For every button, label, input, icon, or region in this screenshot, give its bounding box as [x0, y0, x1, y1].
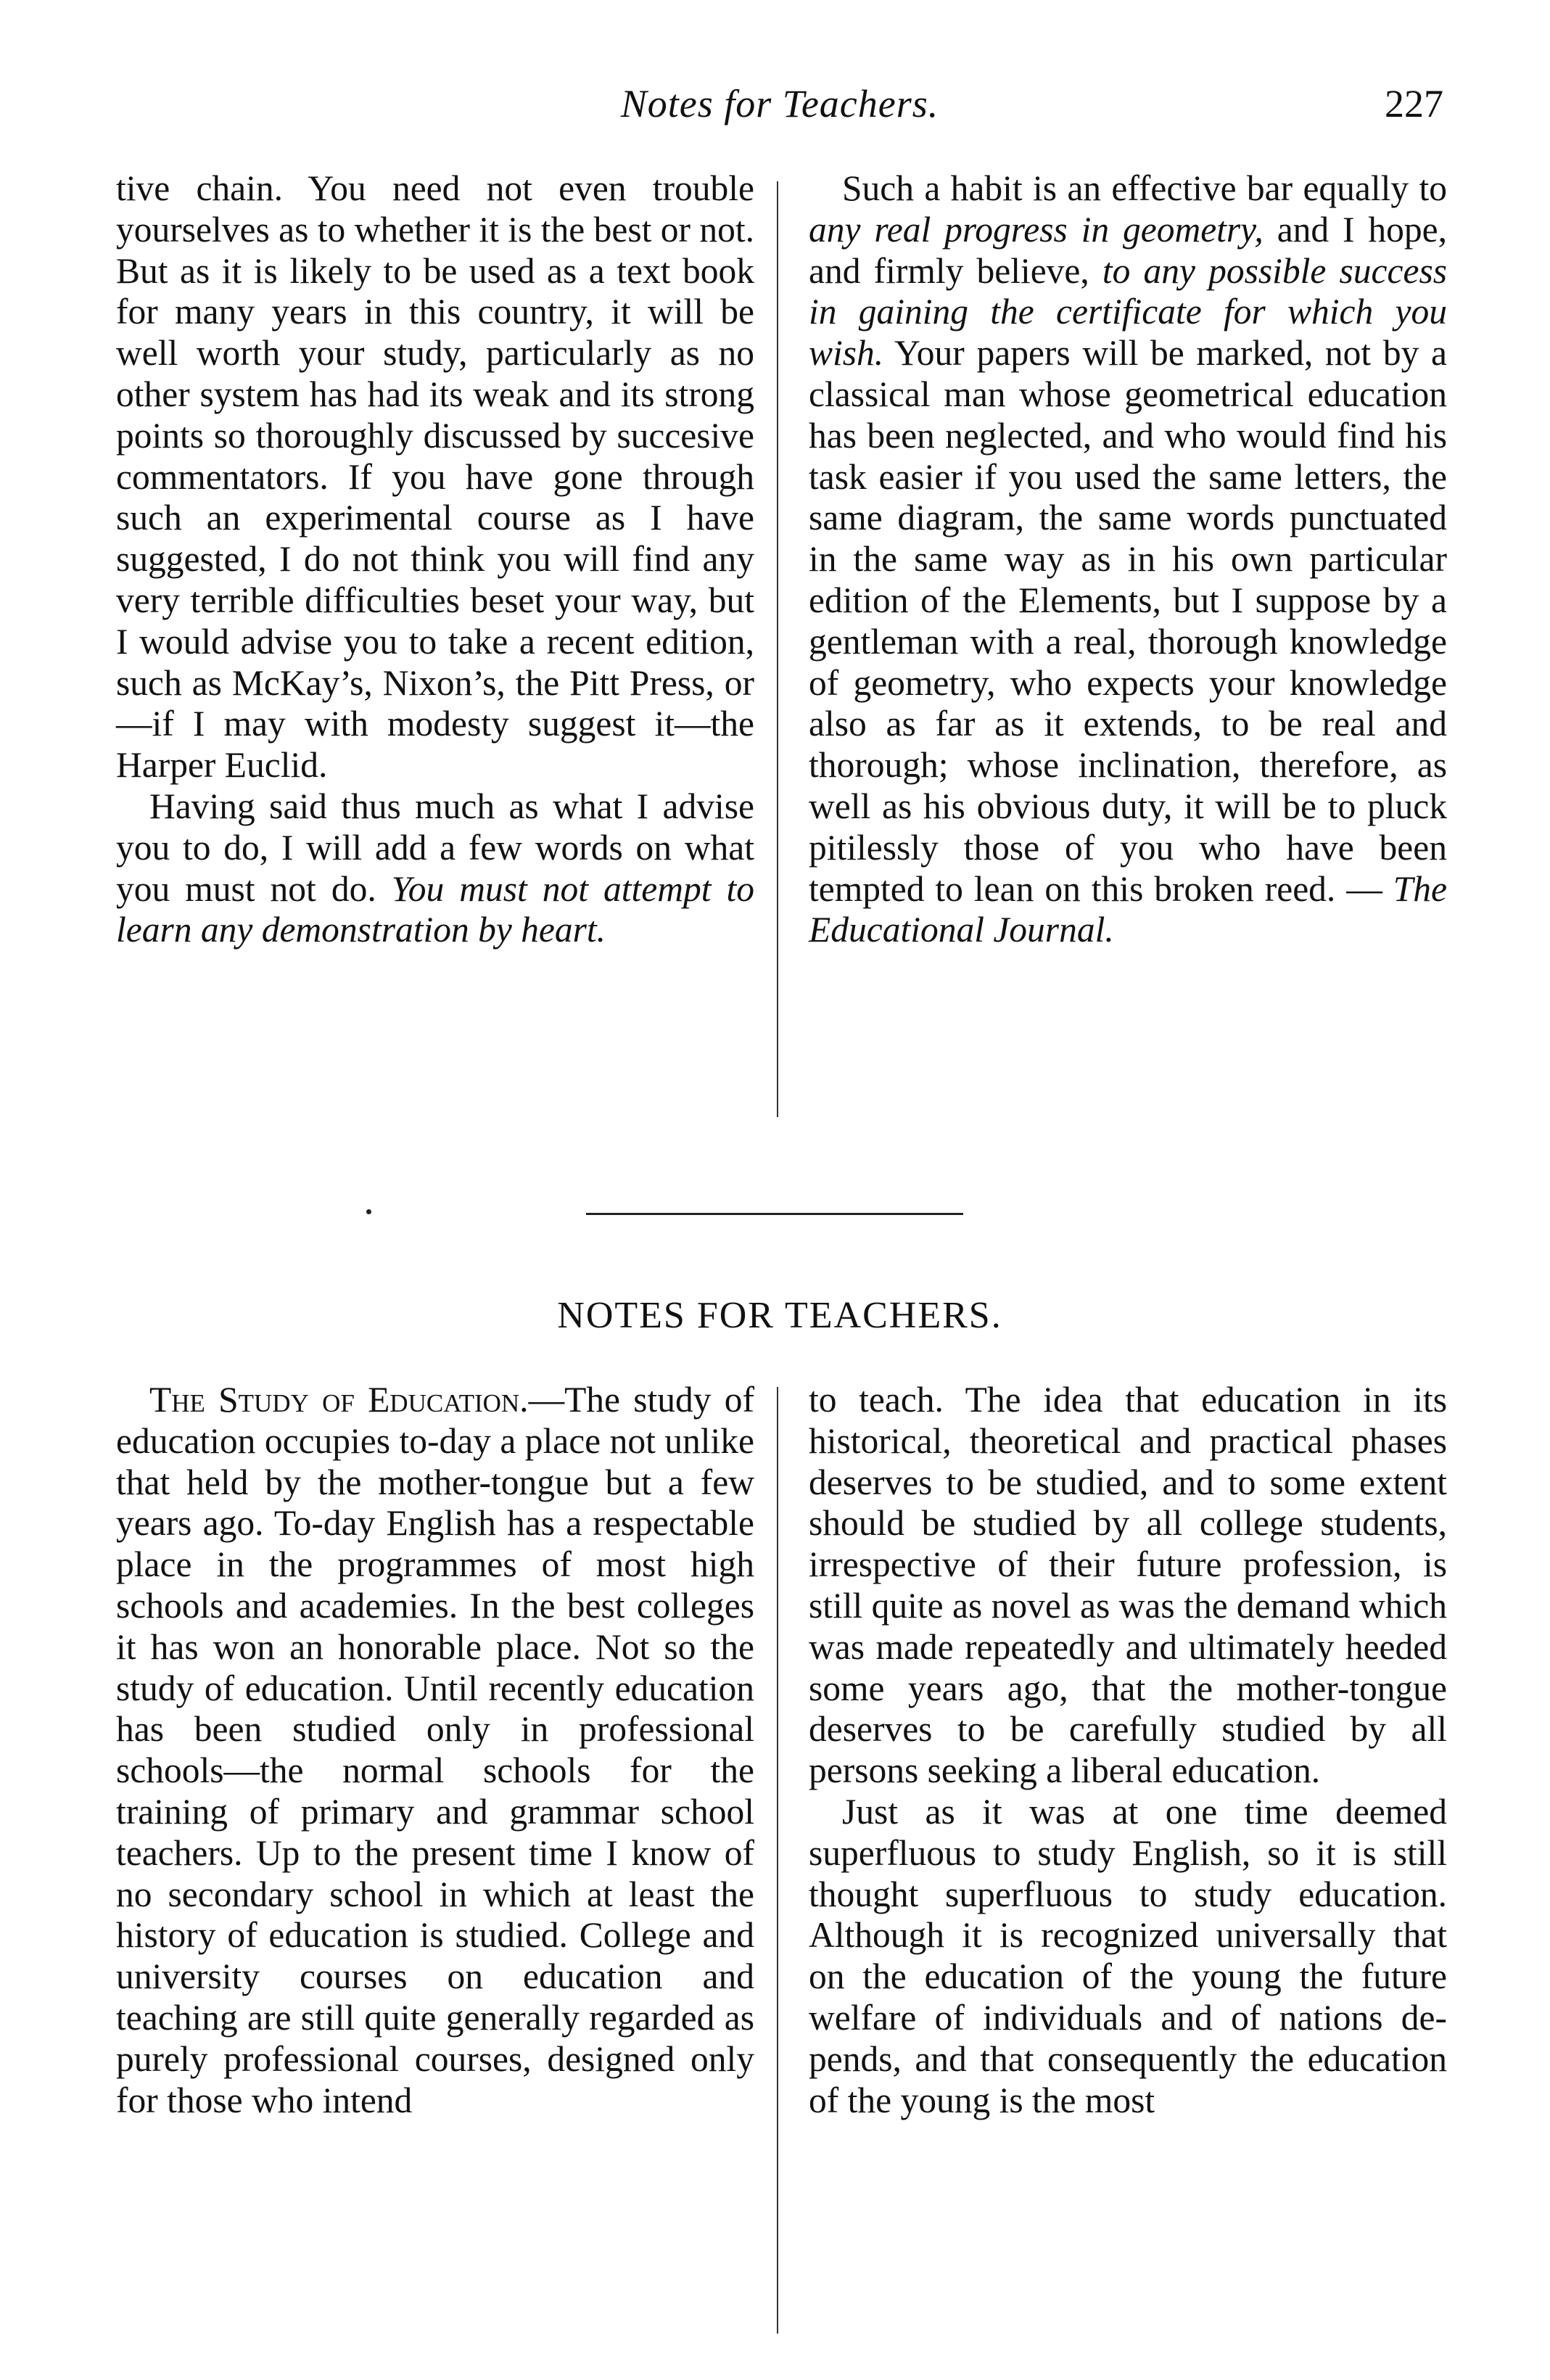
source-citation: The Educational Journal.	[809, 868, 1447, 950]
separator-dot	[366, 1209, 371, 1214]
top-right-text-1: Such a habit is an effective bar equally to	[842, 168, 1447, 208]
bottom-right-paragraph-1: to teach. The idea that education in its historical, theoretical and practical phases deserves to be studied, and to some extent should be studied by all college students, irrespective of their future profession, is still quite as novel as was the demand which was made repeatedly and ultimately heeded some years ago, that the mother-tongue deserves to be carefully studied by all persons seeking a liberal education.	[809, 1380, 1447, 1791]
bottom-right-paragraph-2: Just as it was at one time deemed superfluous to study English, so it is still thought superfluous to study education. Although it is recognized universally that on the education of the young the future welfare of individuals and of nations depends, and that consequently the education of the young is the most	[809, 1791, 1447, 2120]
top-left-paragraph-2-text: Having said thus much as what I advise you to do, I will add a few words on what you must not do.	[116, 786, 754, 909]
running-head	[116, 81, 1443, 132]
column-divider-top	[777, 181, 778, 1117]
bottom-left-paragraph	[116, 1380, 754, 2121]
running-head-title: Notes for Teachers.	[620, 82, 939, 125]
top-left-paragraph-2	[116, 786, 754, 951]
bottom-right-column	[809, 1380, 1447, 2121]
top-left-paragraph-1: tive chain. You need not even trouble yourselves as to whether it is the best or not. But as it is likely to be used as a text book for many years in this country, it will be well worth your study, particularly as no other system has had its weak and its strong points so thoroughly discussed by succesive commentators. If you have gone through such an experimental course as I have suggested, I do not think you will find any very terrible difficulties beset your way, but I would advise you to take a recent edition, such as McKay’s, Nixon’s, the Pitt Press, or—if I may with modesty suggest it—the Harper Euclid.	[116, 168, 754, 786]
section-heading: NOTES FOR TEACHERS.	[557, 1295, 1002, 1336]
top-left-paragraph-2-italic: You must not attempt to learn any demonstration by heart.	[116, 868, 754, 950]
top-left-column	[116, 168, 754, 951]
top-right-italic-2: to any possible success in gaining the certificate for which you wish.	[809, 250, 1447, 374]
top-right-italic-1: any real progress in geometry,	[809, 209, 1264, 250]
section-separator-rule	[586, 1213, 963, 1215]
top-right-text-3: Your papers will be marked, not by a classical man whose geometrical education has been neglected, and who would find his task easier if you used the same letters, the same diagram, the same words punctuated in the same way as in his own particular edition of the Elements, but I suppose by a gentleman with a real, thorough knowledge of geometry, who expects your knowledge also as far as it extends, to be real and thorough; whose inclination, therefore, as well as his obvious duty, it will be to pluck pitilessly those of you who have been tempted to lean on this broken reed. —	[809, 333, 1447, 909]
bottom-left-text: —The study of education occupies to-day a place not unlike that held by the mother-tongue but a few years ago. To-day English has a respectable place in the programmes of most high schools and academies. In the best colleges it has won an honorable place. Not so the study of education. Until recently education has been studied only in professional schools—the normal schools for the training of primary and grammar school teachers. Up to the present time I know of no secondary school in which at least the history of education is studied. College and university courses on education and teaching are still quite generally regarded as purely professional courses, designed only for those who intend	[116, 1380, 754, 2120]
top-right-paragraph	[809, 168, 1447, 951]
top-right-text-2: and I hope, and firmly believe,	[809, 209, 1447, 291]
column-divider-bottom	[777, 1387, 778, 2334]
bottom-left-column	[116, 1380, 754, 2121]
top-right-column	[809, 168, 1447, 951]
page-number: 227	[1385, 82, 1443, 125]
article-lead-title: The Study of Education.	[149, 1380, 529, 1420]
